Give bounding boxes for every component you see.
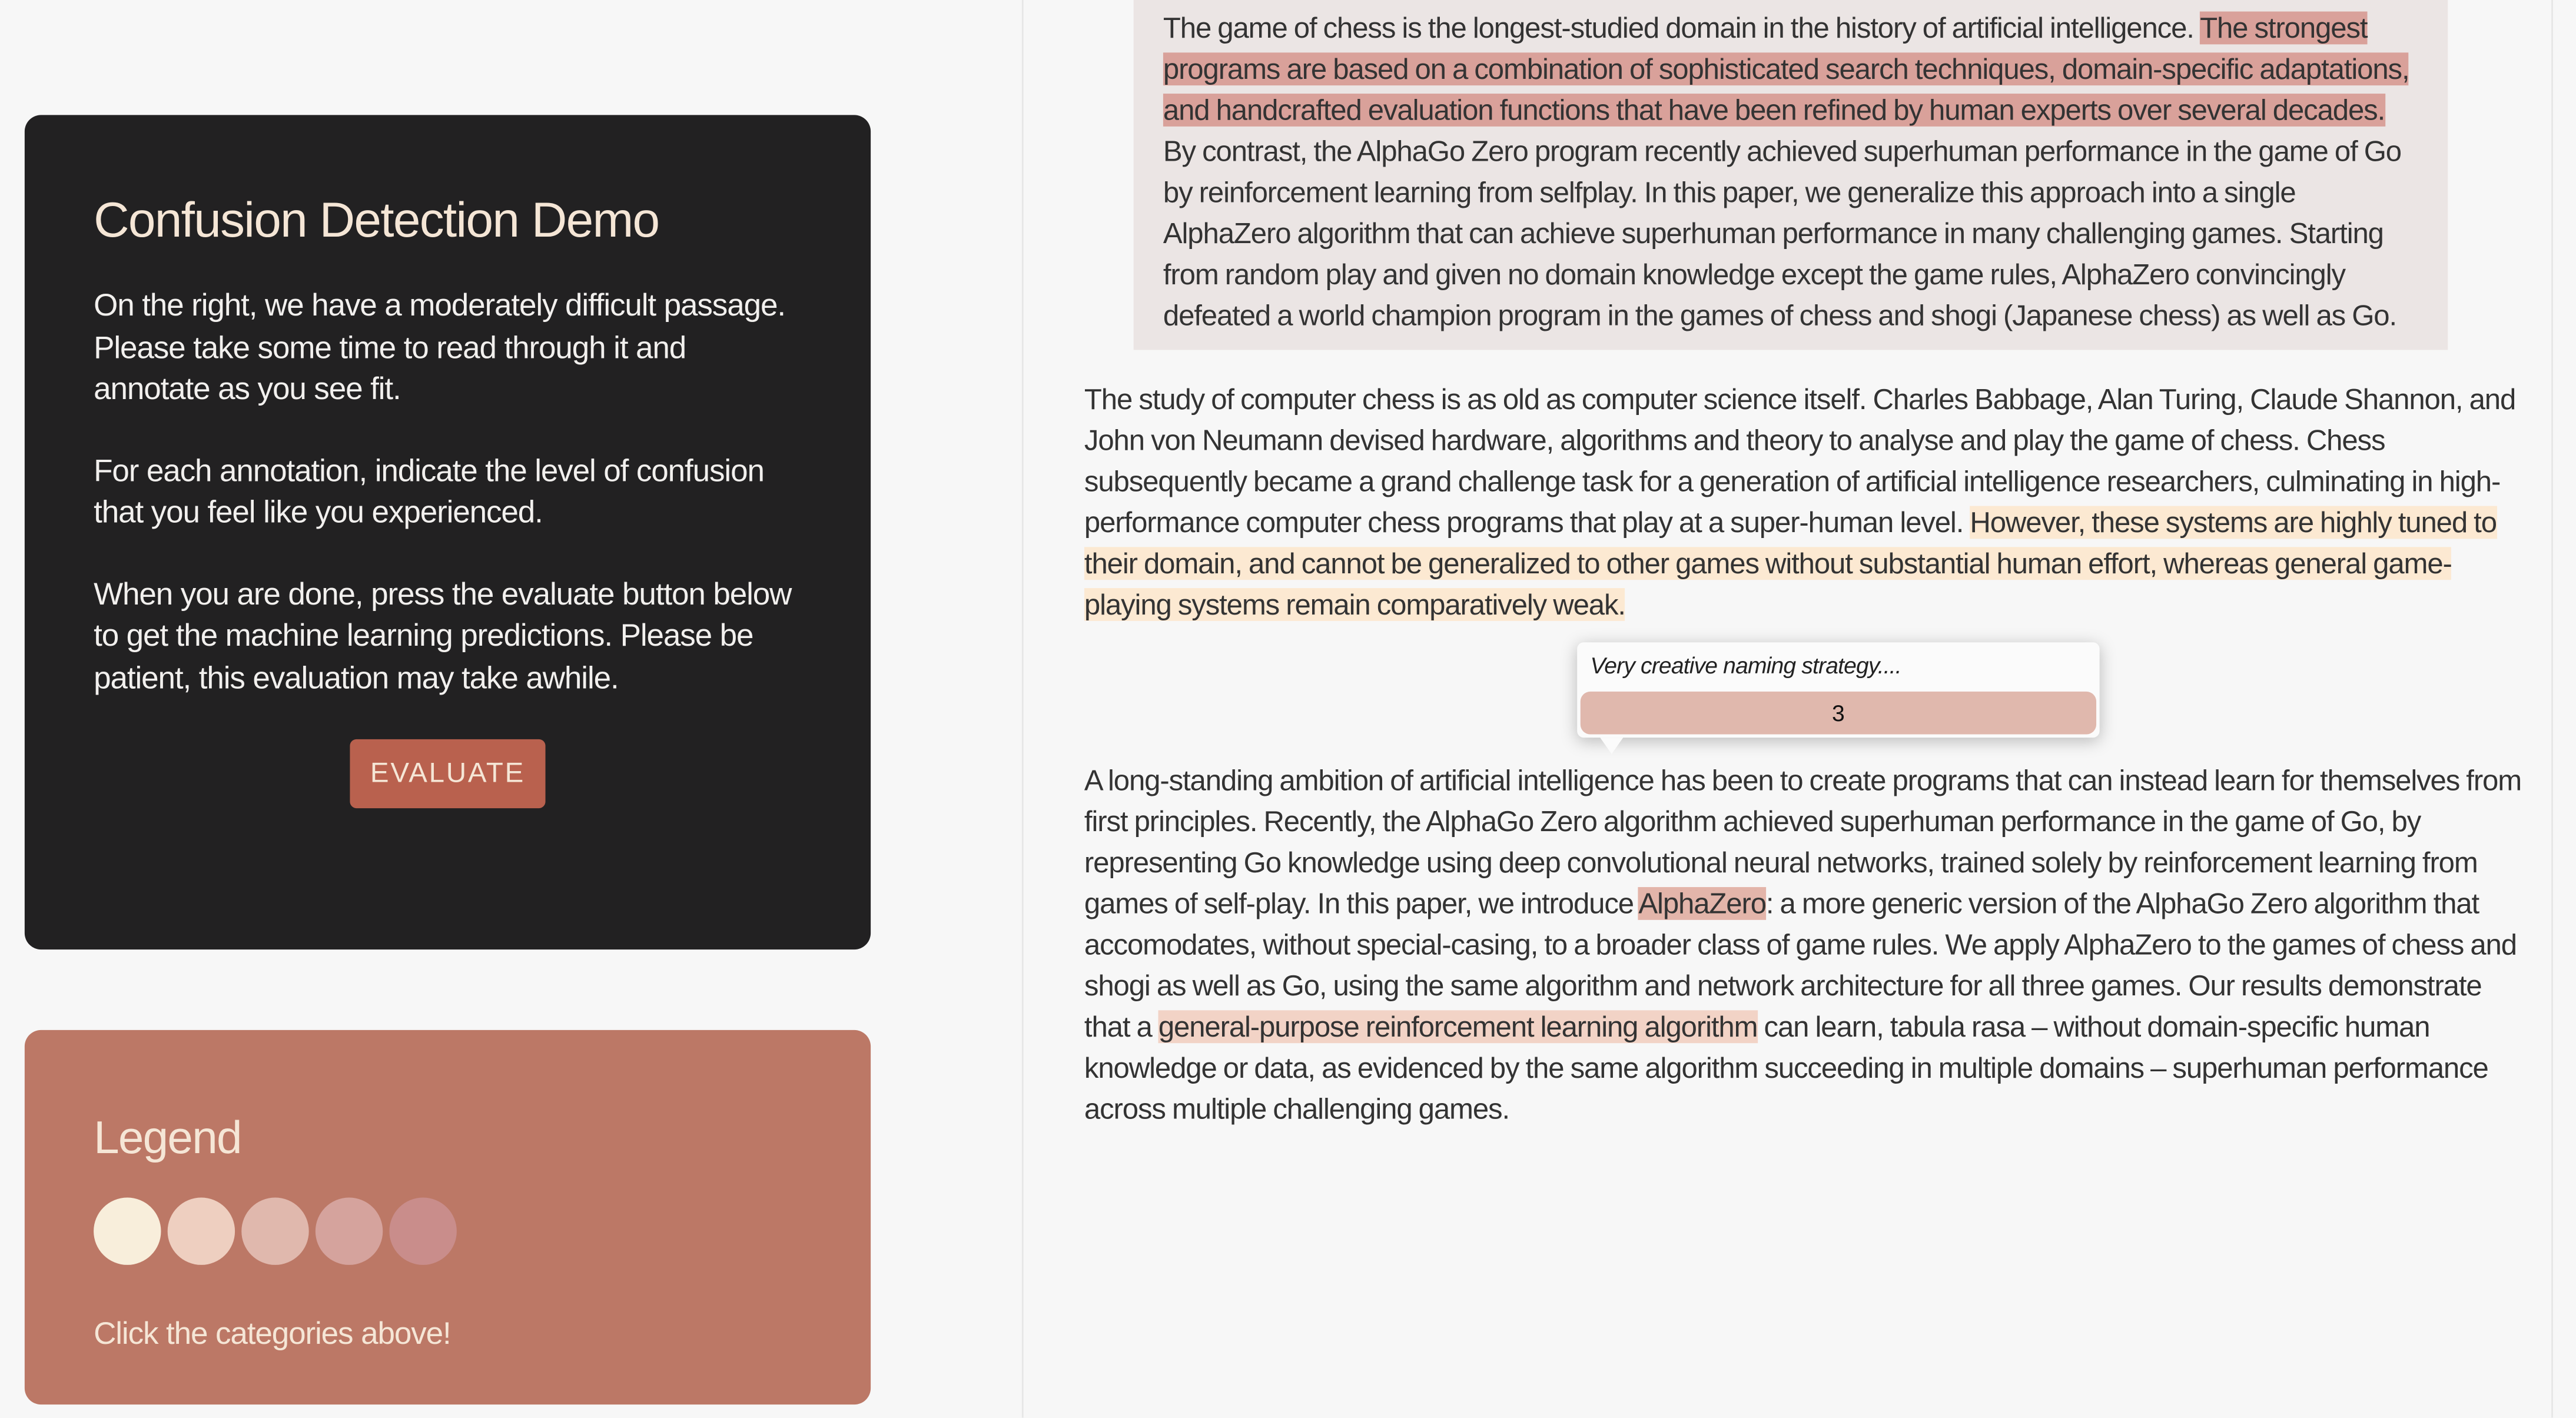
abstract-text: The game of chess is the longest-studied domain in the history of artificial intelligence. xyxy=(1163,11,2200,45)
legend-level-3[interactable] xyxy=(241,1197,308,1264)
intro-panel xyxy=(25,115,871,949)
legend-levels xyxy=(94,1197,802,1264)
legend-level-1[interactable] xyxy=(94,1197,161,1264)
annotation-note[interactable]: Very creative naming strategy.... xyxy=(1590,652,1901,679)
annotation-tooltip xyxy=(1577,642,2099,738)
legend-level-4[interactable] xyxy=(316,1197,383,1264)
passage-column xyxy=(1051,0,2538,1130)
legend-hint: Click the categories above! xyxy=(94,1317,451,1352)
paragraph-1[interactable] xyxy=(1084,380,2530,626)
annotation-highlight[interactable]: The strongest programs are based on a combination of sophisticated search techniques, domain-specific adaptations, and handcrafted evaluation functions that have been refined by human experts over several decades. xyxy=(1163,11,2409,127)
paragraph-text: A long-standing ambition of artificial intelligence has been to create programs that can instead learn for themselves from first principles. Recently, the AlphaGo Zero algorithm achieved superhuman performance in the game of Go, by representing Go knowledge using deep convolutional neural networks, trained solely by reinforcement learning from games of self-play. In this paper, we introduce xyxy=(1084,763,2522,920)
annotation-highlight[interactable]: AlphaZero xyxy=(1638,887,1766,920)
intro-paragraph: For each annotation, indicate the level of confusion that you feel like you experienced. xyxy=(94,454,764,531)
intro-title: Confusion Detection Demo xyxy=(94,194,659,248)
abstract-box[interactable] xyxy=(1134,0,2448,350)
evaluate-button[interactable]: EVALUATE xyxy=(350,739,545,808)
paragraph-text: The study of computer chess is as old as computer science itself. Charles Babbage, Alan Turing, Claude Shannon, and John von Neumann devised hardware, algorithms and theory to analyse and play the game of chess. Chess subsequently became a grand challenge task for a generation of artificial intelligence researchers, culminating in high-performance computer chess programs that play at a super-human level. xyxy=(1084,383,2516,539)
confusion-level-badge[interactable]: 3 xyxy=(1581,692,2096,735)
paragraph-text: can learn, tabula rasa – without domain-specific human knowledge or data, as evidenced by the same algorithm succeeding in multiple domains – superhuman performance across multiple challenging games. xyxy=(1084,1010,2488,1125)
annotation-highlight[interactable]: general-purpose reinforcement learning algorithm xyxy=(1158,1010,1758,1044)
paragraph-text: : a more generic version of the AlphaGo Zero algorithm that accomodates, without special-casing, to a broader class of game rules. We apply AlphaZero to the games of chess and shogi as well as Go, using the same algorithm and network architecture for all three games. Our results demonstrate that a xyxy=(1084,887,2517,1044)
intro-paragraph: On the right, we have a moderately difficult passage. Please take some time to read through it and annotate as you see fit. xyxy=(94,289,785,408)
legend-title: Legend xyxy=(94,1112,241,1163)
abstract-text: By contrast, the AlphaGo Zero program recently achieved superhuman performance in the game of Go by reinforcement learning from selfplay. In this paper, we generalize this approach into a single AlphaZero algorithm that can achieve superhuman performance in many challenging games. Starting from random play and given no domain knowledge except the game rules, AlphaZero convincingly defeated a world champion program in the games of chess and shogi (Japanese chess) as well as Go. xyxy=(1163,134,2402,332)
intro-paragraph: When you are done, press the evaluate button below to get the machine learning predictions. Please be patient, this evaluation may take awhile. xyxy=(94,577,792,696)
legend-panel xyxy=(25,1030,871,1404)
annotation-highlight[interactable]: However, these systems are highly tuned to their domain, and cannot be generalized to other games without substantial human effort, whereas general game-playing systems remain comparatively weak. xyxy=(1084,506,2497,621)
legend-level-5[interactable] xyxy=(389,1197,456,1264)
legend-level-2[interactable] xyxy=(168,1197,235,1264)
tooltip-arrow-icon xyxy=(1600,738,1623,754)
divider xyxy=(1022,0,1024,1417)
divider xyxy=(2551,0,2553,1417)
paragraph-2[interactable] xyxy=(1084,761,2530,1130)
